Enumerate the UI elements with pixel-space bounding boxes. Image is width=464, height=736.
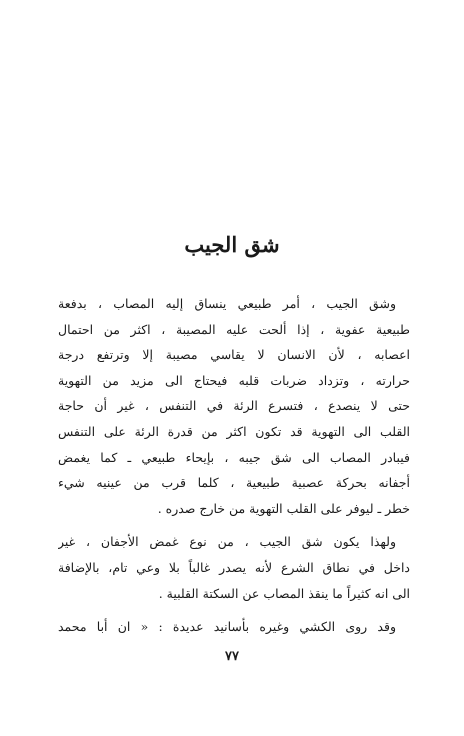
text-line: حتى لا ينصدع ، فتسرع الرئة في التنفس ، غير أن حاجة: [58, 398, 410, 414]
text-line: الى انه كثيراً ما ينقذ المصاب عن السكتة القلبية .: [158, 585, 410, 601]
page-number: ٧٧: [225, 649, 239, 664]
text-line: داخل في نطاق الشرع لأنه يصدر غالباً بلا وعي تام، بالإضافة: [58, 559, 410, 575]
text-line: وشق الجيب ، أمر طبيعي ينساق إليه المصاب ، بدفعة: [58, 296, 396, 311]
text-line: فيبادر المصاب الى شق جيبه ، بإيحاء طبيعي ـ كما يغمض: [58, 449, 410, 465]
text-line: القلب الى التهوية قد تكون اكثر من قدرة الرئة على التنفس: [58, 423, 410, 439]
text-line: خطر ـ ليوفر على القلب التهوية من خارج صدره .: [157, 500, 410, 516]
text-line: طبيعية عفوية ، إذا ألحت عليه المصيبة ، اكثر من احتمال: [58, 321, 410, 337]
body-text: [58, 291, 410, 640]
text-line: ولهذا يكون شق الجيب ، من نوع غمض الأجفان ، غير: [58, 534, 396, 550]
text-line: حرارته ، وتزداد ضربات قلبه فيحتاج الى مزيد من التهوية: [58, 372, 410, 388]
text-line: وقد روى الكشي وغيره بأسانيد عديدة : « ان أبا محمد: [58, 619, 396, 635]
page-title: شق الجيب: [184, 232, 280, 257]
paragraph-gap: [58, 606, 410, 614]
paragraph-gap: [58, 521, 410, 529]
text-line: أجفانه بحركة عصبية طبيعية ، كلما قرب من عينيه شيء: [58, 475, 410, 491]
text-line: اعصابه ، لأن الانسان لا يقاسي مصيبة إلا وترتفع درجة: [58, 347, 410, 363]
